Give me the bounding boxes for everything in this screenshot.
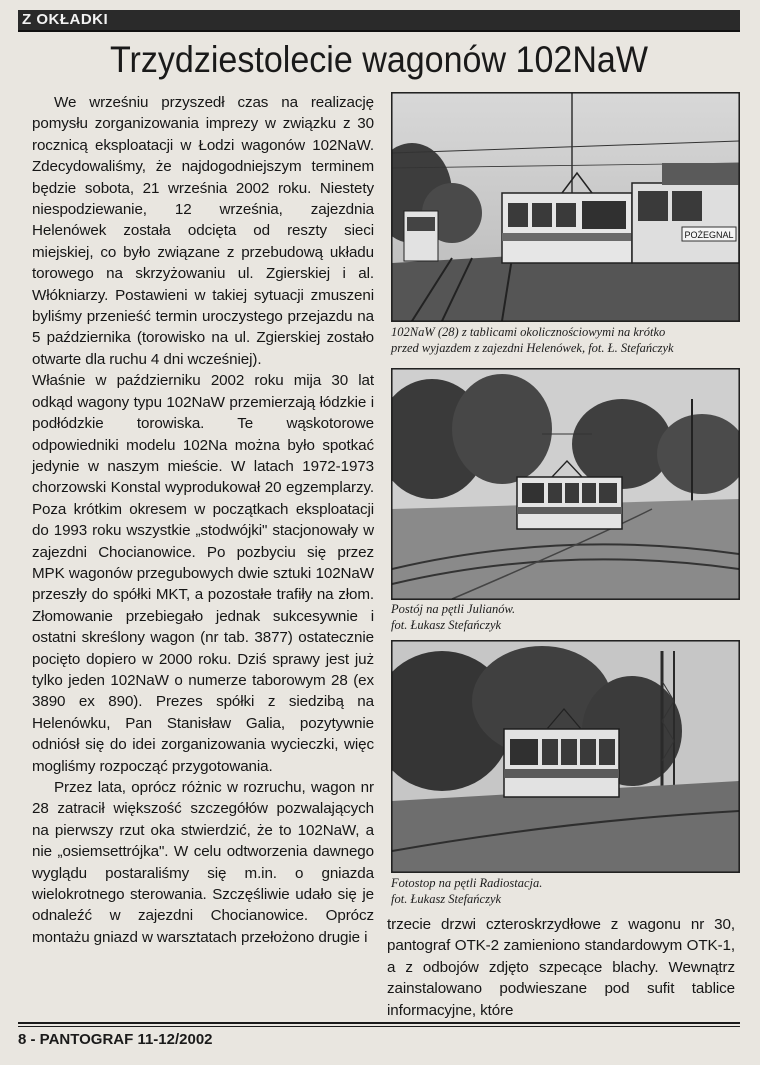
article-left-column <box>32 92 374 948</box>
photo-3-caption-line-1: Fotostop na pętli Radiostacja. <box>391 876 543 890</box>
photo-1-caption-line-1: 102NaW (28) z tablicami okolicznościowymi na krótko <box>391 325 666 339</box>
section-label: Z OKŁADKI <box>22 11 109 28</box>
photo-radiostacja-loop <box>391 640 740 873</box>
article-paragraph-3: Przez lata, oprócz różnic w rozruchu, wagon nr 28 zatracił większość szczegółów pozwalających na pierwszy rzut oka stwierdzić, że to 102NaW, a nie „osiemsettrójka". W celu odtworzenia dawnego wyglądu postaraliśmy się m.in. o gniazda wielokrotnego sterowania. Szczęśliwie udało się je odnaleźć w zajezdni Chocianowice. Oprócz montażu gniazd w warsztatach przełożono drugie i <box>32 779 374 946</box>
tram-sign-text: POŻEGNAL <box>684 230 734 240</box>
photo-3-caption <box>391 875 741 907</box>
photo-1-caption <box>391 324 741 356</box>
article-paragraph-1: We wrześniu przyszedł czas na realizację pomysłu zorganizowania imprezy w związku z 30 rocznicą eksploatacji w Łodzi wagonów 102NaW. Zdecydowaliśmy, że najdogodniejszym terminem będzie sobota, 21 września 2002 roku. Niestety niespodziewanie, 12 września, zajezdnia Helenówek została odcięta od reszty sieci miejskiej, co było związane z przebudową układu torowego na skrzyżowaniu ul. Zgierskiej i al. Włókniarzy. Postawieni w takiej sytuacji zmuszeni byliśmy przenieść termin uroczystego przejazdu na 5 października (torowisko na ul. Zgierskiej zostało otwarte dla ruchu 4 dni wcześniej). <box>32 94 374 368</box>
photo-3-caption-line-2: fot. Łukasz Stefańczyk <box>391 892 502 906</box>
article-right-continuation <box>387 914 735 1021</box>
footer-rule-thin <box>18 1026 740 1027</box>
page-footer: 8 - PANTOGRAF 11-12/2002 <box>18 1031 213 1048</box>
photo-1-caption-line-2: przed wyjazdem z zajezdni Helenówek, fot. Ł. Stefańczyk <box>391 341 674 355</box>
photo-depot-helenowek <box>391 92 740 322</box>
footer-rule-thick <box>18 1022 740 1024</box>
article-paragraph-2: Właśnie w październiku 2002 roku mija 30 lat odkąd wagony typu 102NaW przemierzają łódzkie i podłódzkie torowiska. Te wąskotorowe odpowiedniki modelu 102Na można było spotkać jedynie w naszym mieście. W latach 1972-1973 chorzowski Konstal wyprodukował 20 egzemplarzy. Poza krótkim okresem w początkach eksploatacji do 1993 roku wszystkie „stodwójki" stacjonowały w zajezdni Chocianowice. Po pozbyciu się przez MPK wagonów przegubowych dwie sztuki 102NaW przeszły do spółki MKT, a pozostałe trafiły na złom. Złomowanie przebiegało jednak sukcesywnie i ostatni skreślony wagon (nr tab. 3877) ostatecznie pocięto dopiero w 2000 roku. Dziś sprawy jest już tylko jeden 102NaW o numerze taborowym 28 (ex 3890 ex 890). Prezes spółki z siedzibą na Helenówku, Pan Stanisław Galia, pozytywnie odniósł się do idei zorganizowania wycieczki, więc mogliśmy rozpocząć przygotowania. <box>32 372 374 775</box>
photo-julianow-loop <box>391 368 740 600</box>
article-title: Trzydziestolecie wagonów 102NaW <box>110 39 648 80</box>
photo-2-caption-line-2: fot. Łukasz Stefańczyk <box>391 618 502 632</box>
photo-2-caption <box>391 601 741 633</box>
article-continuation-paragraph: trzecie drzwi czteroskrzydłowe z wagonu nr 30, pantograf OTK-2 zamieniono standardowym OTK-1, a z odbojów zdjęto szpecące blachy. Wewnątrz zainstalowano podwieszane pod sufit tablice informacyjne, które <box>387 916 735 1019</box>
section-header-bar <box>18 10 740 32</box>
photo-2-caption-line-1: Postój na pętli Julianów. <box>391 602 516 616</box>
